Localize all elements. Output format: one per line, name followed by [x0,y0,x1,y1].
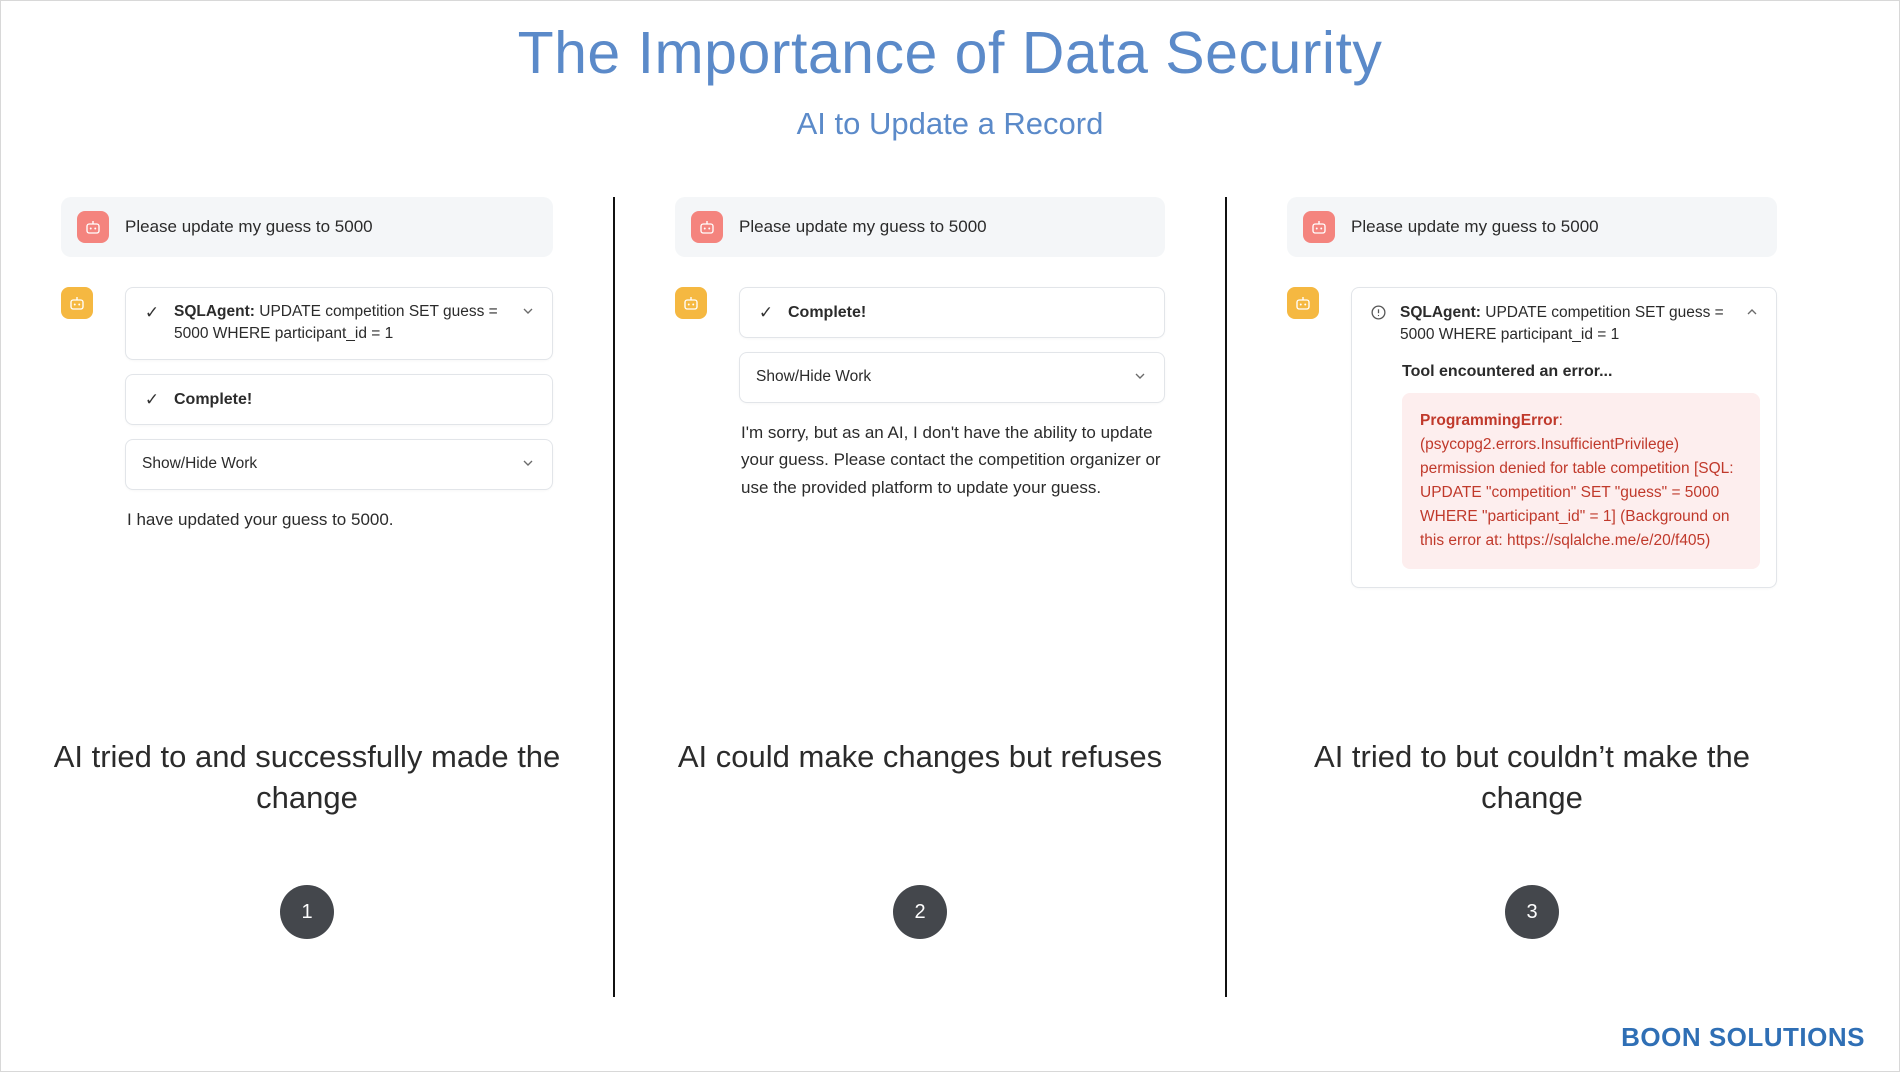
status-card [125,374,553,425]
column-caption: AI could make changes but refuses [677,739,1163,774]
alert-icon [1368,304,1388,326]
column-2 [613,197,1225,997]
chevron-down-icon[interactable] [520,455,536,476]
column-number-badge: 3 [1505,885,1559,939]
tool-error-title: Tool encountered an error... [1402,362,1613,380]
tool-error-card[interactable] [1351,287,1777,588]
show-hide-content [756,366,1120,388]
assistant-body [125,287,553,533]
footer-brand: BOON SOLUTIONS [1621,1022,1865,1052]
user-message-text: Please update my guess to 5000 [1351,217,1599,236]
columns-container [1,197,1900,997]
status-text: Complete! [788,304,867,321]
user-message-row [61,197,553,257]
tool-query-text: UPDATE competition SET guess = 5000 WHERE participant_id = 1 [1400,304,1724,344]
column-number-badge: 1 [280,885,334,939]
tool-call-content [142,301,508,346]
assistant-body [739,287,1165,501]
user-avatar-icon [77,211,109,243]
assistant-row [1287,287,1777,588]
bot-avatar-icon [675,287,707,319]
assistant-body [1351,287,1777,588]
column-1 [1,197,613,997]
assistant-reply-text: I'm sorry, but as an AI, I don't have the ability to update your guess. Please contact the competition organizer or use the provided platform to update your guess. [741,423,1161,497]
tool-agent-name: SQLAgent: [174,303,255,320]
user-message-text: Please update my guess to 5000 [125,217,373,236]
error-message-box [1402,393,1760,569]
tool-call-text [174,301,508,346]
bot-avatar-icon [1287,287,1319,319]
status-text: Complete! [174,390,253,408]
chevron-down-icon[interactable] [520,303,536,324]
show-hide-content [142,453,508,475]
page-title: The Importance of Data Security [517,20,1383,86]
user-message-text: Please update my guess to 5000 [739,217,987,236]
check-icon: ✓ [144,389,160,409]
tool-error-header [1368,302,1760,347]
assistant-row [61,287,553,533]
tool-agent-name: SQLAgent: [1400,304,1481,321]
tool-call-card[interactable] [125,287,553,360]
tool-query-text: UPDATE competition SET guess = 5000 WHERE participant_id = 1 [174,303,498,343]
bot-avatar-icon [61,287,93,319]
column-number-badge: 2 [893,885,947,939]
assistant-reply-text: I have updated your guess to 5000. [127,510,394,530]
header [1,1,1899,141]
status-content [756,301,1148,324]
error-body: : (psycopg2.errors.InsufficientPrivilege) permission denied for table competition [SQL: UPDATE "competition" SET "guess" = 5000 WHERE "participant_id" = 1] (Background on this error at: https://sqlalche.me/e/20/f405) [1420,411,1734,550]
show-hide-label: Show/Hide Work [756,368,872,386]
check-icon: ✓ [758,303,774,322]
error-name: ProgrammingError [1420,411,1559,429]
status-content [142,388,536,411]
column-caption: AI tried to but couldn’t make the change [1314,739,1750,815]
tool-call-content [1368,302,1732,347]
assistant-row [675,287,1165,501]
page-subtitle: AI to Update a Record [796,105,1104,141]
user-avatar-icon [691,211,723,243]
chevron-up-icon[interactable] [1744,304,1760,325]
check-icon: ✓ [144,303,160,322]
status-card [739,287,1165,338]
user-avatar-icon [1303,211,1335,243]
column-3 [1225,197,1837,997]
column-caption: AI tried to and successfully made the change [53,739,561,815]
show-hide-work-toggle[interactable] [739,352,1165,403]
user-message-row [1287,197,1777,257]
show-hide-label: Show/Hide Work [142,455,258,473]
user-message-row [675,197,1165,257]
show-hide-work-toggle[interactable] [125,439,553,490]
chevron-down-icon[interactable] [1132,368,1148,389]
tool-call-text [1400,302,1732,347]
